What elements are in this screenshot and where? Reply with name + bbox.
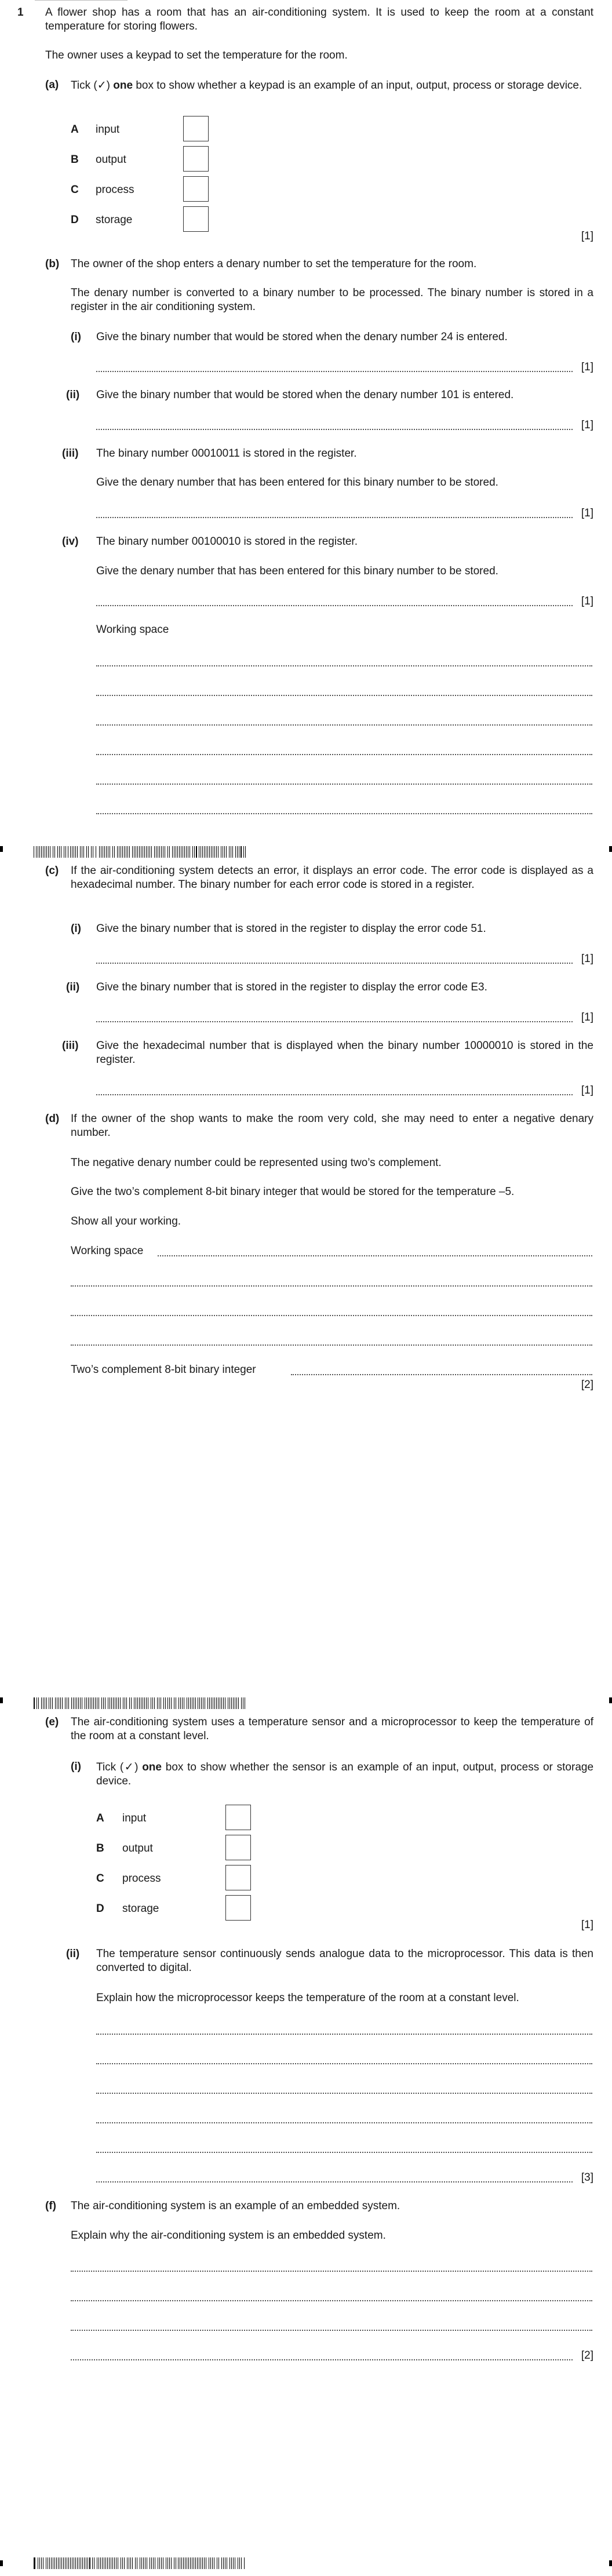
part-d-label: (d)	[45, 1113, 60, 1125]
answer-line[interactable]	[71, 2359, 573, 2360]
working-line[interactable]	[96, 724, 592, 726]
part-d-question: If the owner of the shop wants to make the room very cold, she may need to enter a negative denary number.	[71, 1113, 593, 1139]
working-line[interactable]	[96, 813, 592, 814]
question-number: 1	[17, 6, 24, 19]
option-text: output	[96, 154, 126, 166]
page-barcode	[34, 1697, 248, 1709]
part-c-question: If the air-conditioning system detects an error, it displays an error code. The error code is displayed as a hexadecimal number. The binary number for each error code is stored in a register.	[71, 865, 593, 891]
part-e-i-question: Tick (✓) one box to show whether the sensor is an example of an input, output, process or storage device.	[96, 1761, 594, 1787]
mark-allocation: [1]	[581, 953, 593, 965]
working-line[interactable]	[96, 695, 592, 696]
answer-line[interactable]	[291, 1374, 592, 1375]
option-text: process	[96, 184, 134, 196]
answer-line[interactable]	[96, 2093, 592, 2094]
mark-allocation: [1]	[581, 595, 593, 607]
working-space-label: Working space	[96, 624, 169, 636]
part-a-question: Tick (✓) one box to show whether a keypad is an example of an input, output, process or storage device.	[71, 79, 582, 92]
keypad-statement: The owner uses a keypad to set the temperature for the room.	[45, 49, 348, 61]
top-rule	[35, 0, 128, 1]
mark-allocation: [2]	[581, 2349, 593, 2362]
answer-line[interactable]	[71, 2330, 592, 2331]
answer-line[interactable]	[96, 371, 573, 372]
tick-icon: ✓	[97, 79, 107, 92]
option-text: output	[122, 1842, 153, 1854]
part-b-question: The owner of the shop enters a denary number to set the temperature for the room.	[71, 258, 477, 270]
answer-line[interactable]	[96, 2034, 592, 2035]
part-b-iii-statement: The binary number 00010011 is stored in the register.	[96, 447, 357, 460]
part-e-i-label: (i)	[71, 1761, 81, 1773]
page-barcode	[34, 846, 248, 858]
mark-allocation: [1]	[581, 1011, 593, 1023]
registration-mark	[0, 2560, 3, 2566]
registration-mark	[609, 846, 612, 852]
working-line[interactable]	[96, 784, 592, 785]
part-f-label: (f)	[45, 2200, 56, 2212]
working-line[interactable]	[158, 1255, 592, 1256]
working-space-label: Working space	[71, 1245, 144, 1257]
mark-allocation: [1]	[581, 1084, 593, 1096]
part-b-label: (b)	[45, 258, 60, 270]
part-c-ii-label: (ii)	[66, 981, 80, 993]
working-line[interactable]	[71, 1315, 592, 1316]
answer-line[interactable]	[96, 605, 573, 606]
answer-line[interactable]	[96, 2063, 592, 2064]
answer-line[interactable]	[71, 2300, 592, 2301]
part-b-ii-question: Give the binary number that would be stored when the denary number 101 is entered.	[96, 389, 514, 401]
tick-box-e-storage[interactable]	[225, 1895, 251, 1921]
part-b-iii-label: (iii)	[62, 447, 79, 460]
option-text: storage	[122, 1903, 159, 1915]
mark-allocation: [1]	[581, 230, 593, 242]
answer-line[interactable]	[96, 429, 573, 430]
option-letter: C	[96, 1872, 104, 1885]
answer-line[interactable]	[71, 2271, 592, 2272]
option-letter: A	[71, 123, 79, 136]
part-e-label: (e)	[45, 1716, 59, 1728]
part-b-ii-label: (ii)	[66, 389, 80, 401]
option-letter: C	[71, 184, 79, 196]
part-c-ii-question: Give the binary number that is stored in the register to display the error code E3.	[96, 981, 487, 993]
mark-allocation: [3]	[581, 2171, 593, 2184]
mark-allocation: [2]	[581, 1379, 593, 1391]
part-d-statement: The negative denary number could be represented using two’s complement.	[71, 1157, 442, 1169]
mark-allocation: [1]	[581, 361, 593, 373]
answer-line[interactable]	[96, 2152, 592, 2153]
part-c-iii-question: Give the hexadecimal number that is displayed when the binary number 10000010 is stored in the register.	[96, 1040, 593, 1066]
part-b-iv-label: (iv)	[62, 535, 79, 548]
part-c-label: (c)	[45, 865, 59, 877]
mark-allocation: [1]	[581, 507, 593, 519]
part-b-iv-question: Give the denary number that has been entered for this binary number to be stored.	[96, 565, 498, 577]
part-b-i-question: Give the binary number that would be stored when the denary number 24 is entered.	[96, 331, 508, 343]
answer-line[interactable]	[96, 1021, 573, 1022]
registration-mark	[609, 1697, 612, 1703]
part-b-iv-statement: The binary number 00100010 is stored in the register.	[96, 535, 358, 548]
question-intro: A flower shop has a room that has an air-conditioning system. It is used to keep the room at a constant temperature for storing flowers.	[45, 6, 593, 32]
answer-line[interactable]	[96, 517, 573, 518]
answer-line[interactable]	[96, 963, 573, 964]
mark-allocation: [1]	[581, 419, 593, 431]
answer-line[interactable]	[96, 2122, 592, 2123]
mark-allocation: [1]	[581, 1919, 593, 1931]
tick-box-e-process[interactable]	[225, 1865, 251, 1890]
page-barcode	[34, 2557, 248, 2569]
tick-box-a-process[interactable]	[183, 176, 209, 202]
part-b-iii-question: Give the denary number that has been entered for this binary number to be stored.	[96, 476, 498, 489]
option-letter: B	[96, 1842, 104, 1854]
option-letter: D	[96, 1903, 104, 1915]
part-c-i-question: Give the binary number that is stored in the register to display the error code 51.	[96, 923, 486, 935]
part-e-ii-question: Explain how the microprocessor keeps the temperature of the room at a constant level.	[96, 1992, 519, 2004]
option-letter: D	[71, 214, 79, 226]
part-b-description: The denary number is converted to a binary number to be processed. The binary number is stored in a register in the air conditioning system.	[71, 287, 593, 313]
tick-box-a-output[interactable]	[183, 146, 209, 172]
tick-box-e-output[interactable]	[225, 1835, 251, 1860]
option-letter: A	[96, 1812, 104, 1824]
tick-box-e-input[interactable]	[225, 1805, 251, 1830]
part-d-instruction: Give the two’s complement 8-bit binary integer that would be stored for the temperature –5.	[71, 1186, 515, 1198]
option-text: storage	[96, 214, 133, 226]
option-text: process	[122, 1872, 161, 1885]
option-letter: B	[71, 154, 79, 166]
option-text: input	[122, 1812, 147, 1824]
tick-box-a-input[interactable]	[183, 116, 209, 141]
part-a-label: (a)	[45, 79, 59, 91]
part-e-ii-label: (ii)	[66, 1948, 80, 1960]
registration-mark	[609, 2560, 612, 2566]
answer-line[interactable]	[96, 1094, 573, 1095]
part-b-i-label: (i)	[71, 331, 81, 343]
working-line[interactable]	[96, 754, 592, 755]
part-e-question: The air-conditioning system uses a temperature sensor and a microprocessor to keep the temperature of the room at a constant level.	[71, 1716, 593, 1742]
working-line[interactable]	[96, 665, 592, 666]
part-f-statement: The air-conditioning system is an example of an embedded system.	[71, 2200, 400, 2212]
tick-icon: ✓	[123, 1761, 135, 1773]
part-f-question: Explain why the air-conditioning system is an embedded system.	[71, 2229, 386, 2242]
part-c-i-label: (i)	[71, 923, 81, 935]
working-line[interactable]	[71, 1285, 592, 1287]
part-c-iii-label: (iii)	[62, 1040, 79, 1052]
working-line[interactable]	[71, 1345, 592, 1346]
answer-label: Two’s complement 8-bit binary integer	[71, 1364, 256, 1376]
part-e-ii-statement: The temperature sensor continuously sends analogue data to the microprocessor. This data is then converted to digital.	[96, 1948, 593, 1974]
registration-mark	[0, 1697, 3, 1703]
answer-line[interactable]	[96, 2181, 573, 2183]
tick-box-a-storage[interactable]	[183, 206, 209, 232]
registration-mark	[0, 846, 3, 852]
option-text: input	[96, 123, 120, 136]
part-d-show-working: Show all your working.	[71, 1215, 181, 1227]
